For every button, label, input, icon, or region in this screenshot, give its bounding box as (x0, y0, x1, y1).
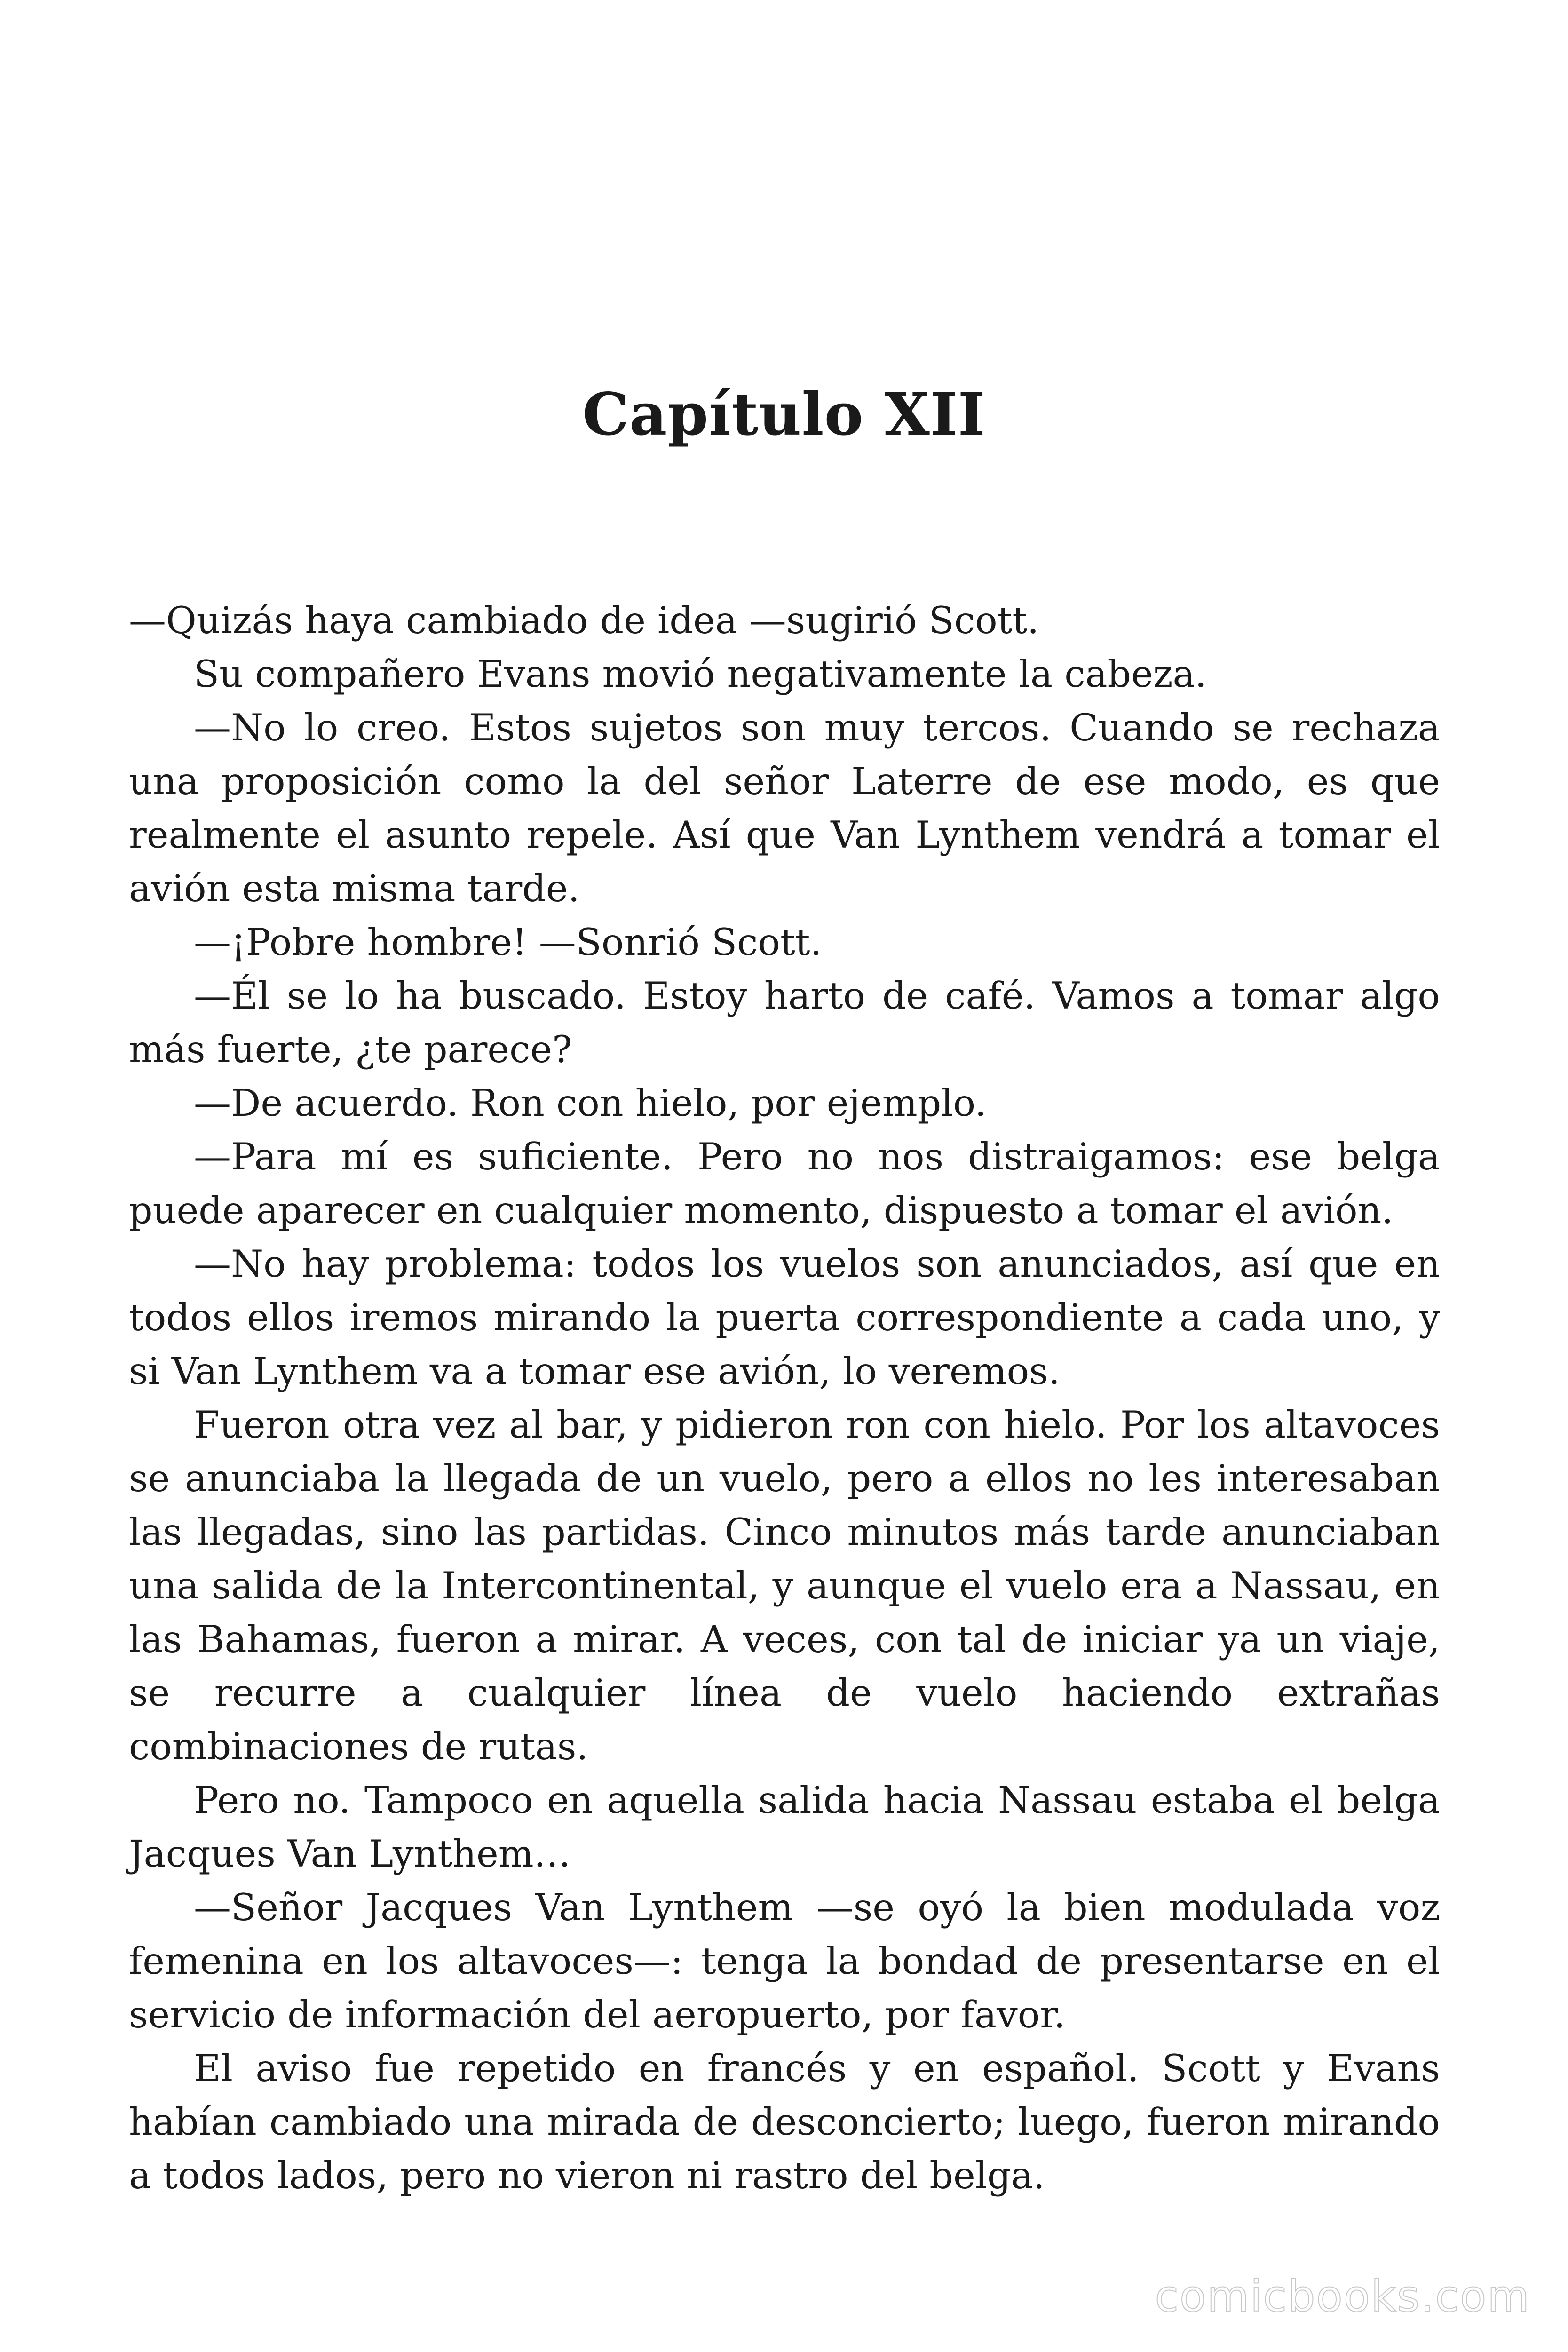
paragraph: Pero no. Tampoco en aquella salida hacia Nassau estaba el belga Jacques Van Lynthem… (129, 1779, 1440, 1875)
chapter-title: Capítulo XII (582, 381, 986, 449)
paragraph: —De acuerdo. Ron con hielo, por ejemplo. (194, 1081, 987, 1125)
watermark: comicbooks.com (1155, 2271, 1530, 2321)
paragraph: —No lo creo. Estos sujetos son muy tercos. Cuando se rechaza una proposición como la del señor Laterre de ese modo, es que realmente el asunto repele. Así que Van Lynthem vendrá a tomar el avión esta misma tarde. (129, 706, 1440, 910)
paragraph: —Para mí es suficiente. Pero no nos distraigamos: ese belga puede aparecer en cualquier momento, dispuesto a tomar el avión. (129, 1135, 1440, 1232)
paragraph: —No hay problema: todos los vuelos son anunciados, así que en todos ellos iremos mirando la puerta correspondiente a cada uno, y si Van Lynthem va a tomar ese avión, lo veremos. (129, 1242, 1440, 1393)
paragraph: —Él se lo ha buscado. Estoy harto de café. Vamos a tomar algo más fuerte, ¿te parece? (129, 974, 1440, 1071)
paragraph: —Señor Jacques Van Lynthem —se oyó la bien modulada voz femenina en los altavoces—: tenga la bondad de presentarse en el servicio de información del aeropuerto, por favor. (129, 1886, 1440, 2036)
chapter-body (129, 594, 1440, 2202)
paragraph: —Quizás haya cambiado de idea —sugirió Scott. (129, 599, 1039, 642)
paragraph: Fueron otra vez al bar, y pidieron ron con hielo. Por los altavoces se anunciaba la llegada de un vuelo, pero a ellos no les interesaban las llegadas, sino las partidas. Cinco minutos más tarde anunciaban una salida de la Intercontinental, y aunque el vuelo era a Nassau, en las Bahamas, fueron a mirar. A veces, con tal de iniciar ya un viaje, se recurre a cualquier línea de vuelo haciendo extrañas combinaciones de rutas. (129, 1403, 1440, 1768)
paragraph: Su compañero Evans movió negativamente la cabeza. (194, 652, 1207, 696)
paragraph: El aviso fue repetido en francés y en español. Scott y Evans habían cambiado una mirada de desconcierto; luego, fueron mirando a todos lados, pero no vieron ni rastro del belga. (129, 2047, 1440, 2197)
paragraph: —¡Pobre hombre! —Sonrió Scott. (194, 921, 822, 964)
